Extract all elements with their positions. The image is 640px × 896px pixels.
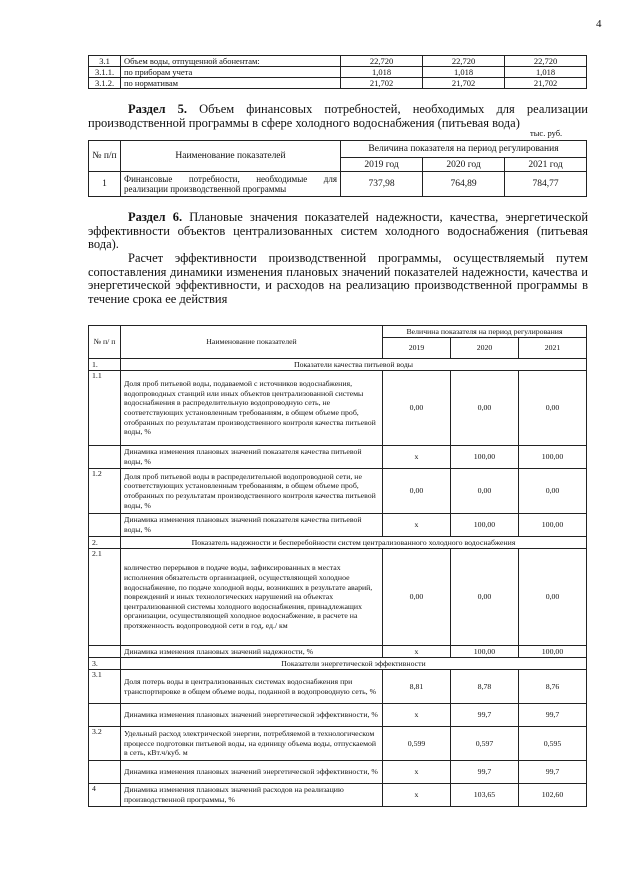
row-number bbox=[89, 514, 121, 537]
t2-value-2021: 784,77 bbox=[505, 172, 587, 197]
value-2020: 100,00 bbox=[451, 446, 519, 469]
row-name: Динамика изменения плановых значений энергетической эффективности, % bbox=[121, 761, 383, 784]
value-2020: 0,00 bbox=[451, 371, 519, 446]
t3-year-2021: 2021 bbox=[519, 338, 587, 359]
table-row bbox=[89, 646, 587, 658]
table-row bbox=[89, 761, 587, 784]
row-name: Динамика изменения плановых значений показателя качества питьевой воды, % bbox=[121, 446, 383, 469]
section-6-text: Плановые значения показателей надежности, качества, энергетической эффективности объектов централизованных систем холодного водоснабжения (питьевая вода). bbox=[88, 210, 589, 251]
row-name: Динамика изменения плановых значений расходов на реализацию производственной программы, % bbox=[121, 784, 383, 807]
row-number: 4 bbox=[89, 784, 121, 807]
section-6-heading bbox=[88, 211, 588, 252]
value-2019: 22,720 bbox=[341, 56, 423, 67]
value-2019: х bbox=[383, 514, 451, 537]
value-2021: 99,7 bbox=[519, 761, 587, 784]
section-title: Показатели качества питьевой воды bbox=[121, 359, 587, 371]
row-name: Объем воды, отпущенной абонентам: bbox=[121, 56, 341, 67]
t2-year-2020: 2020 год bbox=[423, 158, 505, 172]
row-number: 3.1.2. bbox=[89, 78, 121, 89]
section-row bbox=[89, 537, 587, 549]
value-2021: 0,00 bbox=[519, 371, 587, 446]
value-2019: 0,00 bbox=[383, 549, 451, 646]
value-2020: 22,720 bbox=[423, 56, 505, 67]
table-row bbox=[89, 670, 587, 704]
t2-year-2019: 2019 год bbox=[341, 158, 423, 172]
value-2019: х bbox=[383, 761, 451, 784]
value-2019: 21,702 bbox=[341, 78, 423, 89]
table-row bbox=[89, 469, 587, 514]
section-6-paragraph: Расчет эффективности производственной программы, осуществляемый путем сопоставления динамики изменения плановых значений показателей надежности, качества и энергетической эффективности, и расходов на реализацию производственной программы в течение срока ее действия bbox=[88, 251, 588, 306]
t2-year-2021: 2021 год bbox=[505, 158, 587, 172]
value-2020: 100,00 bbox=[451, 646, 519, 658]
table-row bbox=[89, 78, 587, 89]
t3-header-period: Величина показателя на период регулирования bbox=[383, 326, 587, 338]
t3-header-name: Наименование показателей bbox=[121, 326, 383, 359]
section-title: Показатели энергетической эффективности bbox=[121, 658, 587, 670]
section-5-text: Объем финансовых потребностей, необходимых для реализации производственной программы в сфере холодного водоснабжения (питьевая вода) bbox=[88, 102, 588, 130]
value-2020: 0,00 bbox=[451, 469, 519, 514]
row-number: 3.1 bbox=[89, 670, 121, 704]
row-number: 3.1.1. bbox=[89, 67, 121, 78]
value-2019: х bbox=[383, 646, 451, 658]
t2-header-period: Величина показателя на период регулирования bbox=[341, 141, 587, 158]
value-2020: 21,702 bbox=[423, 78, 505, 89]
value-2019: 0,00 bbox=[383, 469, 451, 514]
value-2020: 1,018 bbox=[423, 67, 505, 78]
financial-needs-table bbox=[88, 140, 587, 197]
value-2020: 99,7 bbox=[451, 761, 519, 784]
value-2020: 99,7 bbox=[451, 704, 519, 727]
page-number: 4 bbox=[596, 18, 602, 30]
value-2021: 102,60 bbox=[519, 784, 587, 807]
value-2019: х bbox=[383, 446, 451, 469]
t2-row-num: 1 bbox=[89, 172, 121, 197]
value-2021: 21,702 bbox=[505, 78, 587, 89]
section-5-label: Раздел 5. bbox=[128, 102, 188, 116]
t2-value-2020: 764,89 bbox=[423, 172, 505, 197]
value-2021: 0,00 bbox=[519, 549, 587, 646]
row-name: Удельный расход электрической энергии, потребляемой в технологическом процессе подготовки питьевой воды, на единицу объема воды, отпускаемой в сеть, кВт.ч/куб. м bbox=[121, 727, 383, 761]
section-title: Показатель надежности и бесперебойности систем централизованного холодного водоснабжения bbox=[121, 537, 587, 549]
row-number bbox=[89, 704, 121, 727]
row-number: 1.2 bbox=[89, 469, 121, 514]
row-name: количество перерывов в подаче воды, зафиксированных в местах исполнения обязательств организацией, осуществляющей холодное водоснабжение, по подаче холодной воды, возникших в результате аварий, повреждений и иных технологических нарушений на объектах централизованной системы холодного водоснабжения, принадлежащих организации, осуществляющей холодное водоснабжение, в расчете на протяженность водопроводной сети в год, ед./ км bbox=[121, 549, 383, 646]
table-row bbox=[89, 67, 587, 78]
section-5-heading bbox=[88, 103, 588, 130]
table-row bbox=[89, 704, 587, 727]
table-row bbox=[89, 56, 587, 67]
table-row bbox=[89, 446, 587, 469]
value-2021: 8,76 bbox=[519, 670, 587, 704]
row-number: 1.1 bbox=[89, 371, 121, 446]
section-6-label: Раздел 6. bbox=[128, 210, 183, 224]
section-number: 2. bbox=[89, 537, 121, 549]
t3-year-2019: 2019 bbox=[383, 338, 451, 359]
value-2019: 1,018 bbox=[341, 67, 423, 78]
value-2019: 8,81 bbox=[383, 670, 451, 704]
table-row bbox=[89, 727, 587, 761]
value-2019: х bbox=[383, 784, 451, 807]
t2-header-num: № п/п bbox=[89, 141, 121, 172]
section-number: 3. bbox=[89, 658, 121, 670]
table-row bbox=[89, 549, 587, 646]
value-2019: х bbox=[383, 704, 451, 727]
row-number: 3.1 bbox=[89, 56, 121, 67]
row-name: Доля проб питьевой воды в распределительной водопроводной сети, не соответствующих установленным требованиям, в общем объеме проб, отобранных по результатам производственного контроля качества питьевой воды, % bbox=[121, 469, 383, 514]
section-row bbox=[89, 658, 587, 670]
value-2019: 0,599 bbox=[383, 727, 451, 761]
value-2021: 0,00 bbox=[519, 469, 587, 514]
value-2020: 8,78 bbox=[451, 670, 519, 704]
row-name: по нормативам bbox=[121, 78, 341, 89]
table-row bbox=[89, 371, 587, 446]
row-name: Доля потерь воды в централизованных системах водоснабжения при транспортировке в общем объеме воды, поданной в водопроводную сеть, % bbox=[121, 670, 383, 704]
table-row bbox=[89, 784, 587, 807]
row-number: 2.1 bbox=[89, 549, 121, 646]
row-number bbox=[89, 646, 121, 658]
value-2021: 99,7 bbox=[519, 704, 587, 727]
t2-value-2019: 737,98 bbox=[341, 172, 423, 197]
value-2021: 100,00 bbox=[519, 646, 587, 658]
value-2020: 100,00 bbox=[451, 514, 519, 537]
section-number: 1. bbox=[89, 359, 121, 371]
water-volume-table bbox=[88, 55, 587, 89]
unit-label: тыс. руб. bbox=[530, 128, 563, 138]
table-row bbox=[89, 514, 587, 537]
t3-year-2020: 2020 bbox=[451, 338, 519, 359]
value-2021: 100,00 bbox=[519, 446, 587, 469]
value-2021: 1,018 bbox=[505, 67, 587, 78]
value-2021: 0,595 bbox=[519, 727, 587, 761]
value-2021: 100,00 bbox=[519, 514, 587, 537]
section-row bbox=[89, 359, 587, 371]
row-name: по приборам учета bbox=[121, 67, 341, 78]
row-number: 3.2 bbox=[89, 727, 121, 761]
row-number bbox=[89, 761, 121, 784]
value-2021: 22,720 bbox=[505, 56, 587, 67]
value-2020: 103,65 bbox=[451, 784, 519, 807]
row-name: Динамика изменения плановых значений показателя качества питьевой воды, % bbox=[121, 514, 383, 537]
indicators-table bbox=[88, 325, 587, 807]
value-2019: 0,00 bbox=[383, 371, 451, 446]
row-number bbox=[89, 446, 121, 469]
t2-row-name: Финансовые потребности, необходимые для реализации производственной программы bbox=[121, 172, 341, 197]
value-2020: 0,597 bbox=[451, 727, 519, 761]
t2-header-name: Наименование показателей bbox=[121, 141, 341, 172]
row-name: Динамика изменения плановых значений надежности, % bbox=[121, 646, 383, 658]
t3-header-num: № п/ п bbox=[89, 326, 121, 359]
row-name: Доля проб питьевой воды, подаваемой с источников водоснабжения, водопроводных станций или иных объектов централизованной системы водоснабжения в распределительную водопроводную сеть, не соответствующих установленным требованиям, в общем объеме проб, отобранных по результатам производственного контроля качества питьевой воды, % bbox=[121, 371, 383, 446]
value-2020: 0,00 bbox=[451, 549, 519, 646]
row-name: Динамика изменения плановых значений энергетической эффективности, % bbox=[121, 704, 383, 727]
